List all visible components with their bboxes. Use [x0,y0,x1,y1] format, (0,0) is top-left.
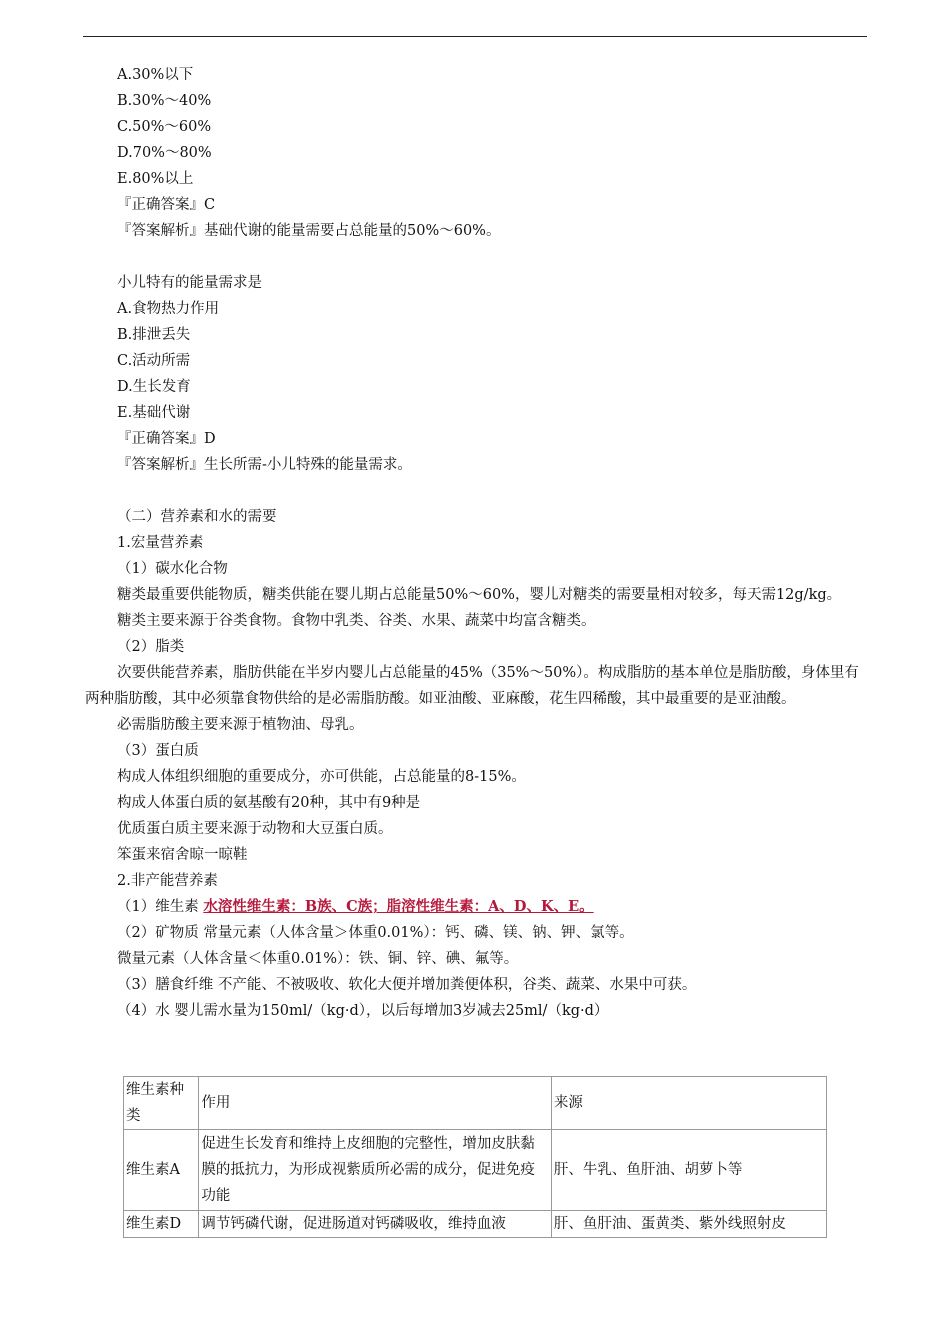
vitamin-prefix: （1）维生素 [117,899,204,915]
mnemonic: 笨蛋来宿舍晾一晾鞋 [117,847,248,863]
protein-paragraph-3: 优质蛋白质主要来源于动物和大豆蛋白质。 [117,821,393,837]
q2-option-c: C.活动所需 [117,353,191,369]
water-line: （4）水 婴儿需水量为150ml/（kg·d），以后每增加3岁减去25ml/（kg·d） [117,1003,609,1019]
fiber-line: （3）膳食纤维 不产能、不被吸收、软化大便并增加粪便体积，谷类、蔬菜、水果中可获。 [117,977,697,993]
spacer [117,244,867,270]
table-cell: 促进生长发育和维持上皮细胞的完整性，增加皮肤黏膜的抵抗力，为形成视紫质所必需的成分，促进免疫功能 [199,1130,552,1211]
carb-paragraph-1 [117,582,867,608]
carb-paragraph-2: 糖类主要来源于谷类食物。食物中乳类、谷类、水果、蔬菜中均富含糖类。 [117,613,596,629]
table-cell: 维生素D [124,1211,199,1238]
spacer [117,478,867,504]
q2-option-b: B.排泄丢失 [117,327,191,343]
fat-paragraph-1-text: 次要供能营养素，脂肪供能在半岁内婴儿占总能量的45%（35%～50%）。构成脂肪的基本单位是脂肪酸，身体里有两种脂肪酸，其中必须靠食物供给的是必需脂肪酸。如亚油酸、亚麻酸，花生四稀酸，其中最重要的是亚油酸。 [85,665,859,707]
mineral-line: （2）矿物质 常量元素（人体含量＞体重0.01%）：钙、磷、镁、钠、钾、氯等。 [117,925,634,941]
table-header-cell: 作用 [199,1077,552,1130]
table-row [124,1211,827,1238]
fat-paragraph-1 [85,660,867,712]
q1-option-e: E.80%以上 [117,171,194,187]
vitamin-table [123,1076,827,1238]
fat-paragraph-2: 必需脂肪酸主要来源于植物油、母乳。 [117,717,364,733]
q1-option-b: B.30%～40% [117,93,212,109]
table-header-row [124,1077,827,1130]
q1-option-c: C.50%～60% [117,119,212,135]
fat-title: （2）脂类 [117,639,185,655]
q2-analysis: 『答案解析』生长所需-小儿特殊的能量需求。 [117,457,412,473]
table-header-cell: 来源 [551,1077,826,1130]
q2-option-d: D.生长发育 [117,379,191,395]
q2-stem: 小儿特有的能量需求是 [117,275,262,291]
table-cell: 肝、牛乳、鱼肝油、胡萝卜等 [551,1130,826,1211]
table-row [124,1130,827,1211]
vitamin-line [117,894,867,920]
protein-paragraph-2: 构成人体蛋白质的氨基酸有20种，其中有9种是 [117,795,421,811]
q1-analysis: 『答案解析』基础代谢的能量需要占总能量的50%～60%。 [117,223,501,239]
section-heading: （二）营养素和水的需要 [117,509,277,525]
q1-answer: 『正确答案』C [117,197,216,213]
q2-option-a: A.食物热力作用 [117,301,220,317]
carb-title: （1）碳水化合物 [117,561,228,577]
protein-paragraph-1: 构成人体组织细胞的重要成分，亦可供能，占总能量的8-15%。 [117,769,526,785]
header-rule [83,36,867,37]
protein-title: （3）蛋白质 [117,743,199,759]
nonenergy-title: 2.非产能营养素 [117,873,218,889]
trace-element-line: 微量元素（人体含量＜体重0.01%）：铁、铜、锌、碘、氟等。 [117,951,519,967]
table-cell: 维生素A [124,1130,199,1211]
vitamin-highlight: 水溶性维生素：B族、C族；脂溶性维生素：A、D、K、E。 [203,898,594,915]
document-body [85,62,867,1024]
table-cell: 调节钙磷代谢，促进肠道对钙磷吸收，维持血液 [199,1211,552,1238]
q1-option-a: A.30%以下 [117,67,194,83]
table-cell: 肝、鱼肝油、蛋黄类、紫外线照射皮 [551,1211,826,1238]
q1-option-d: D.70%～80% [117,145,212,161]
q2-option-e: E.基础代谢 [117,405,191,421]
table-header-cell: 维生素种类 [124,1077,199,1130]
carb-paragraph-1-text: 糖类最重要供能物质，糖类供能在婴儿期占总能量50%～60%，婴儿对糖类的需要量相对较多，每天需12g/kg。 [117,587,842,603]
macro-title: 1.宏量营养素 [117,535,204,551]
q2-answer: 『正确答案』D [117,431,216,447]
